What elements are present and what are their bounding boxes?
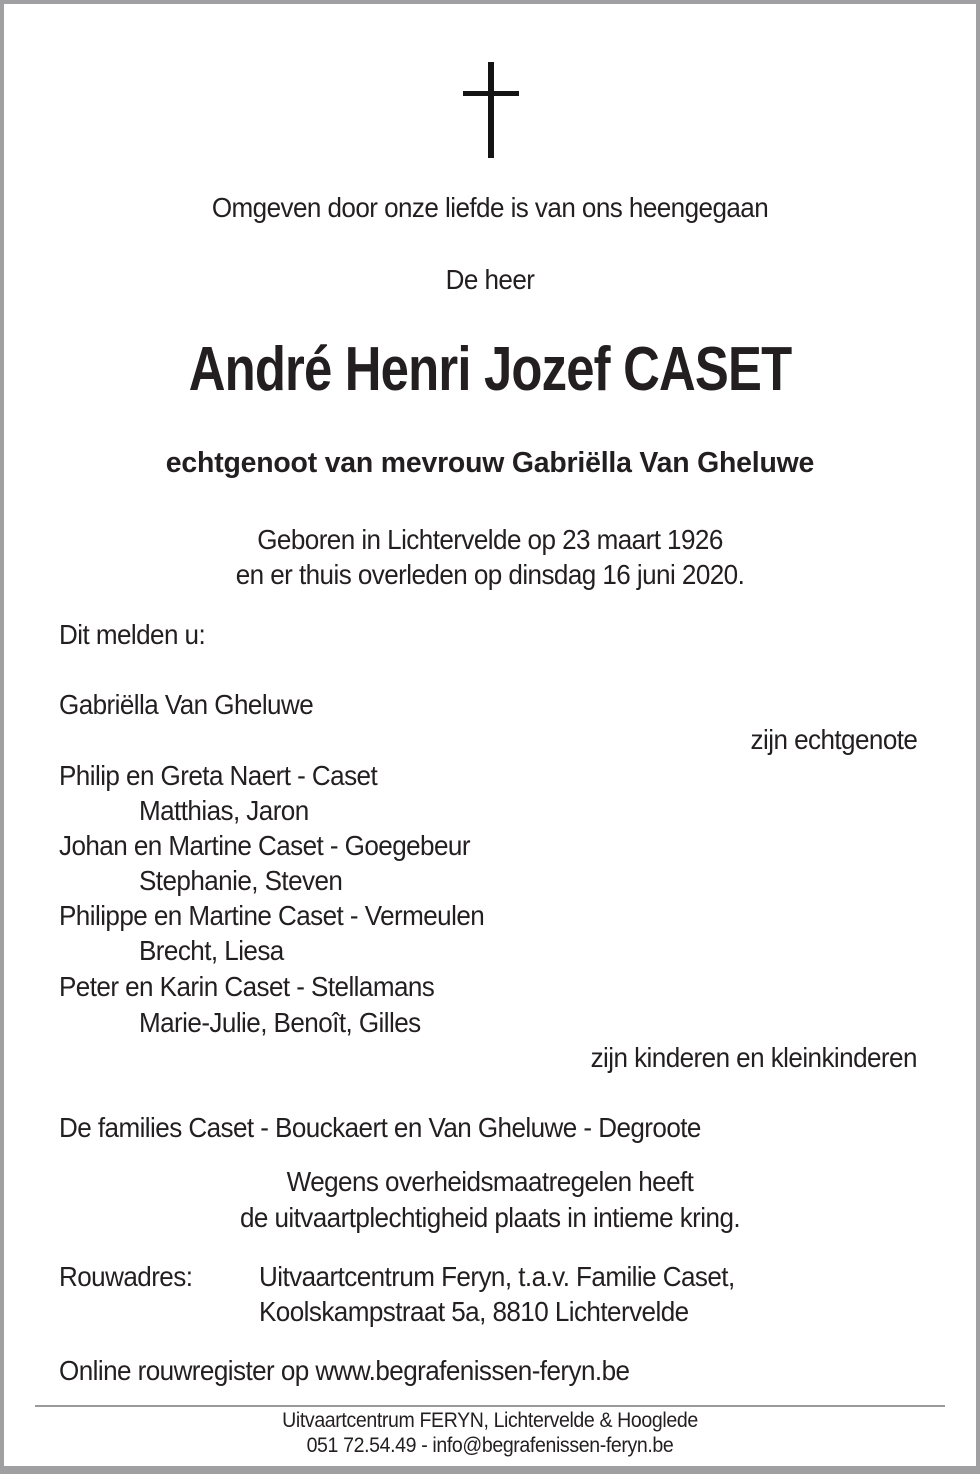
- ceremony-line-2: de uitvaartplechtigheid plaats in intieme kring.: [239, 1202, 741, 1233]
- child-couple: Peter en Karin Caset - Stellamans: [59, 971, 435, 1002]
- obituary-card: [4, 4, 976, 1466]
- intro-text: Omgeven door onze liefde is van ons heengegaan: [211, 192, 769, 223]
- child-couple: Johan en Martine Caset - Goegebeur: [59, 830, 470, 861]
- grandchildren: Stephanie, Steven: [139, 865, 343, 896]
- child-couple: Philip en Greta Naert - Caset: [59, 760, 378, 791]
- footer-line-2: 051 72.54.49 - info@begrafenissen-feryn.be: [306, 1434, 674, 1457]
- honorific: De heer: [445, 264, 535, 295]
- footer-line-1: Uitvaartcentrum FERYN, Lichtervelde & Hooglede: [282, 1409, 698, 1432]
- footer-divider: [35, 1405, 945, 1407]
- spouse-relation: zijn echtgenote: [750, 724, 917, 755]
- grandchildren: Matthias, Jaron: [139, 795, 309, 826]
- children-relation: zijn kinderen en kleinkinderen: [590, 1042, 917, 1073]
- address-line-1: Uitvaartcentrum Feryn, t.a.v. Familie Caset,: [259, 1261, 735, 1292]
- grandchildren: Marie-Julie, Benoît, Gilles: [139, 1007, 421, 1038]
- address-line-2: Koolskampstraat 5a, 8810 Lichtervelde: [259, 1296, 689, 1327]
- spouse-line: echtgenoot van mevrouw Gabriëlla Van Gheluwe: [165, 447, 815, 479]
- online-register: Online rouwregister op www.begrafenissen-feryn.be: [59, 1355, 630, 1386]
- announcement-intro: Dit melden u:: [59, 619, 206, 650]
- spouse-name: Gabriëlla Van Gheluwe: [59, 689, 314, 720]
- ceremony-line-1: Wegens overheidsmaatregelen heeft: [286, 1166, 694, 1197]
- address-label: Rouwadres:: [59, 1261, 193, 1292]
- families-line: De families Caset - Bouckaert en Van Gheluwe - Degroote: [59, 1112, 701, 1143]
- grandchildren: Brecht, Liesa: [139, 935, 284, 966]
- death-line: en er thuis overleden op dinsdag 16 juni 2020.: [235, 559, 745, 590]
- child-couple: Philippe en Martine Caset - Vermeulen: [59, 900, 485, 931]
- birth-line: Geboren in Lichtervelde op 23 maart 1926: [257, 524, 723, 555]
- deceased-name: André Henri Jozef CASET: [188, 335, 792, 404]
